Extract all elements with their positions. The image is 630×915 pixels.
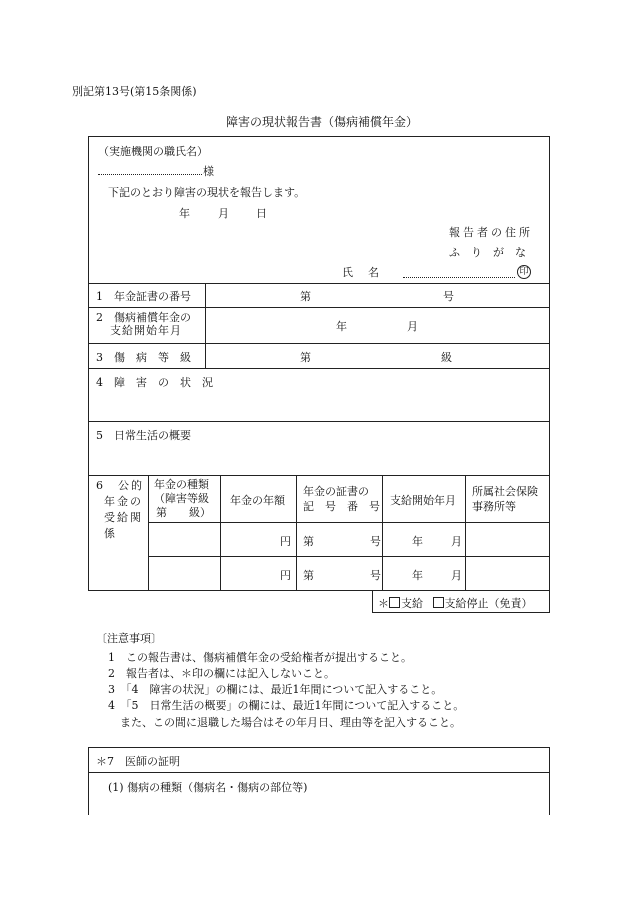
note-continuation: また、この間に退職した場合はその年月日、理由等を記入すること。 (120, 716, 461, 729)
agency-label: （実施機関の職氏名） (98, 145, 208, 158)
date-month-label: 月 (218, 207, 229, 220)
injury-grade-dai: 第 (300, 351, 311, 364)
pay-checkbox[interactable] (389, 597, 400, 608)
injury-type-label: (1) 傷病の種類（傷病名・傷病の部位等) (108, 781, 308, 794)
pension-start-month: 月 (407, 320, 418, 333)
pension-kind-header: 年金の種類 （障害等級 第 級） (154, 478, 211, 519)
stop-checkbox[interactable] (433, 597, 444, 608)
name-field[interactable] (403, 277, 515, 278)
date-year-label: 年 (179, 207, 190, 220)
pension-start-header: 支給開始年月 (390, 494, 456, 507)
pension-start-label: 2 傷病補償年金の 支給開始年月 (96, 311, 191, 337)
furigana-label: ふりがな (449, 246, 537, 259)
status-box (378, 595, 533, 611)
pension-cert-header: 年金の証書の 記 号 番 号 (303, 485, 380, 513)
note-item: 3 「4 障害の状況」の欄には、最近1年間について記入すること。 (108, 683, 443, 696)
note-item: 4 「5 日常生活の概要」の欄には、最近1年間について記入すること。 (108, 699, 465, 712)
injury-grade-kyu: 級 (441, 351, 452, 364)
name-label: 氏 名 (342, 266, 381, 279)
notes-heading: 〔注意事項〕 (96, 632, 162, 645)
injury-grade-label: 3 傷 病 等 級 (96, 351, 191, 364)
social-insurance-office-header: 所属社会保険 事務所等 (472, 485, 538, 513)
seal-mark: 印 (517, 265, 531, 279)
pension-amount-header: 年金の年額 (230, 494, 285, 507)
daily-life-label: 5 日常生活の概要 (96, 429, 191, 442)
form-reference: 別記第13号(第15条関係) (72, 85, 197, 98)
pension-start-year: 年 (336, 320, 347, 333)
note-item: 2 報告者は、＊印の欄には記入しないこと。 (108, 667, 335, 680)
sama-label: 様 (203, 165, 214, 178)
report-sentence: 下記のとおり障害の現状を報告します。 (108, 186, 306, 199)
pension-cert-go: 号 (443, 290, 454, 303)
agency-name-field[interactable] (98, 174, 202, 175)
public-pension-label: 6 公的 年金の 受給関 係 (96, 479, 144, 540)
stop-label: 支給停止（免責） (444, 597, 533, 610)
disability-status-label: 4 障 害 の 状 況 (96, 376, 213, 389)
doctor-cert-heading: ＊7 医師の証明 (96, 755, 180, 768)
pension-cert-dai: 第 (300, 290, 311, 303)
date-day-label: 日 (256, 207, 267, 220)
pension-cert-number-label: 1 年金証書の番号 (96, 290, 191, 303)
pay-label: 支給 (401, 597, 423, 610)
page-title: 障害の現状報告書（傷病補償年金） (226, 115, 419, 129)
note-item: 1 この報告書は、傷病補償年金の受給権者が提出すること。 (108, 651, 412, 664)
asterisk-mark: ＊ (378, 597, 389, 610)
reporter-address-label: 報告者の住所 (449, 226, 533, 239)
